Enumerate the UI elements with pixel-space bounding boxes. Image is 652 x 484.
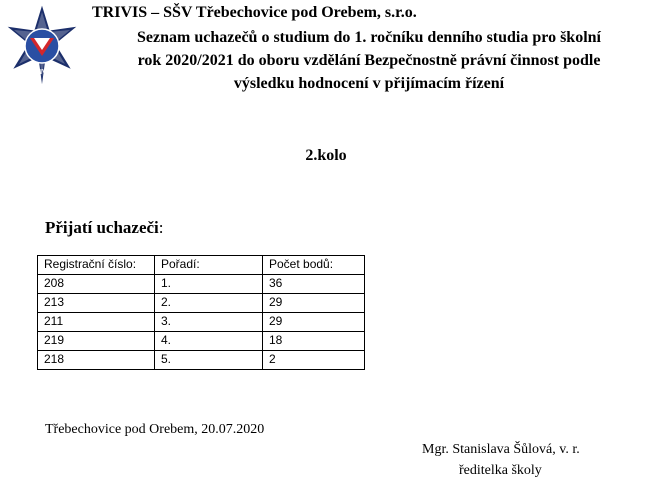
table-row	[38, 313, 365, 332]
registration-cell: 211	[38, 313, 155, 332]
points-cell: 2	[263, 351, 365, 370]
registration-cell: 213	[38, 294, 155, 313]
star-badge-logo-icon	[2, 2, 82, 94]
title-line: Seznam uchazečů o studium do 1. ročníku denního studia pro školní	[137, 29, 601, 46]
table-row	[38, 351, 365, 370]
rank-cell: 3.	[155, 313, 263, 332]
title-line: výsledku hodnocení v přijímacím řízení	[233, 75, 505, 92]
rank-cell: 4.	[155, 332, 263, 351]
section-heading	[45, 218, 164, 238]
column-header-registration: Registrační číslo:	[38, 256, 155, 275]
registration-cell: 218	[38, 351, 155, 370]
section-heading-suffix: :	[158, 218, 164, 237]
table-row	[38, 294, 365, 313]
signer-role: ředitelka školy	[459, 463, 542, 478]
section-heading-label: Přijatí uchazeči	[45, 218, 159, 237]
points-cell: 29	[263, 313, 365, 332]
logo-text: TRIVIS	[30, 69, 54, 76]
registration-cell: 219	[38, 332, 155, 351]
column-header-rank: Pořadí:	[155, 256, 263, 275]
title-line: rok 2020/2021 do oboru vzdělání Bezpečnostně právní činnost podle	[137, 52, 601, 69]
column-header-points: Počet bodů:	[263, 256, 365, 275]
points-cell: 36	[263, 275, 365, 294]
signer-name: Mgr. Stanislava Šůlová, v. r.	[422, 442, 580, 457]
table-row	[38, 332, 365, 351]
table-row	[38, 275, 365, 294]
round-label: 2.kolo	[305, 147, 347, 164]
rank-cell: 2.	[155, 294, 263, 313]
points-cell: 18	[263, 332, 365, 351]
table-header-row	[38, 256, 365, 275]
school-logo	[2, 2, 82, 94]
admitted-applicants-table	[37, 255, 365, 370]
rank-cell: 1.	[155, 275, 263, 294]
registration-cell: 208	[38, 275, 155, 294]
place-date: Třebechovice pod Orebem, 20.07.2020	[45, 422, 265, 437]
rank-cell: 5.	[155, 351, 263, 370]
points-cell: 29	[263, 294, 365, 313]
document-title	[88, 26, 650, 95]
school-name: TRIVIS – SŠV Třebechovice pod Orebem, s.r.o.	[92, 4, 417, 21]
